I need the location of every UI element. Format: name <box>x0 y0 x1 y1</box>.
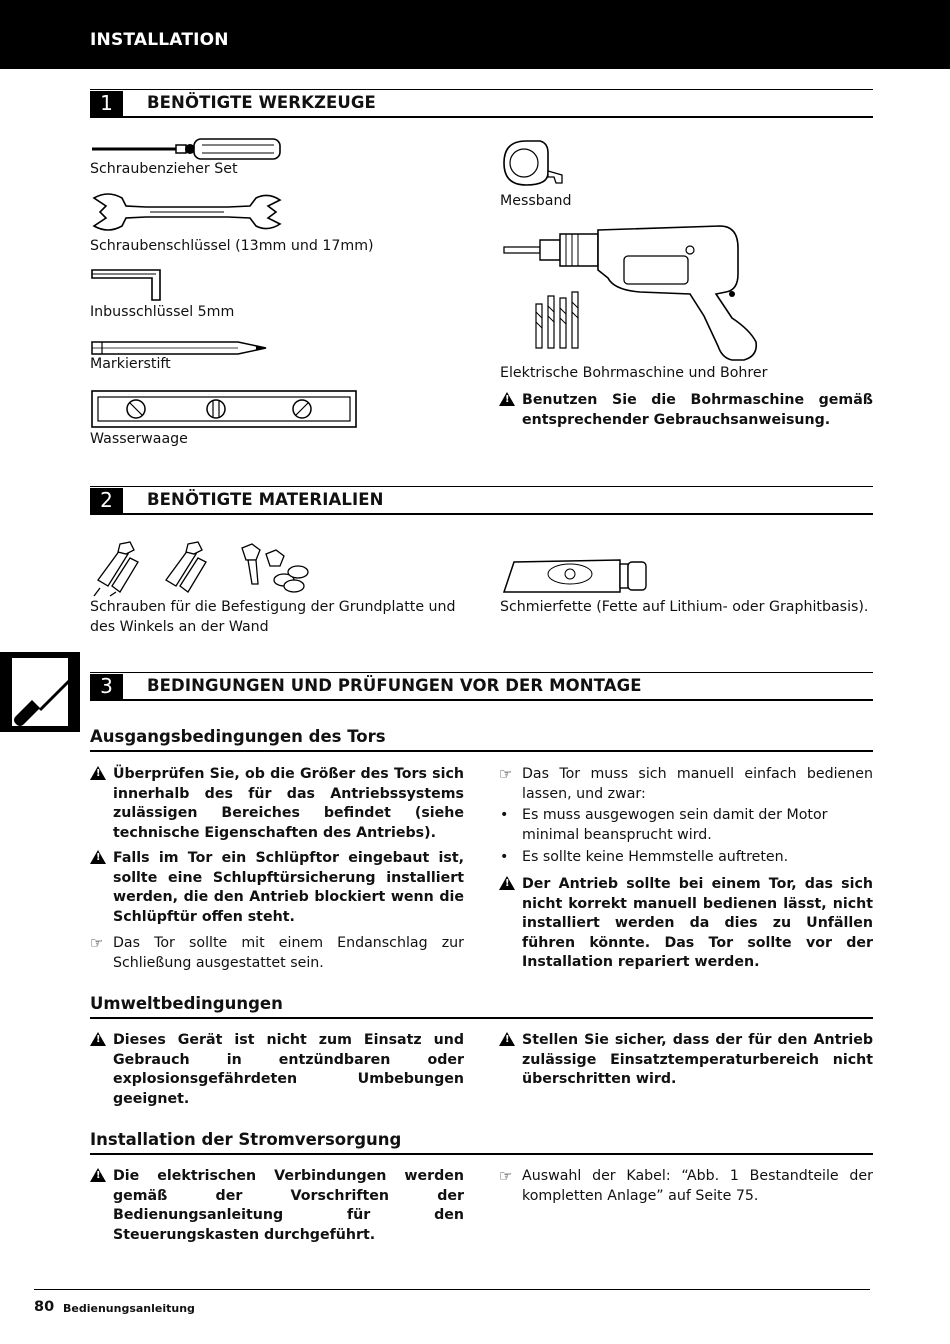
screwdriver-tab-icon <box>0 652 80 732</box>
environment-warning-explosive: ! Dieses Gerät ist nicht zum Einsatz und Gebrauch in entzündbaren oder explosionsgefährdeten Umbebungen geeignet. <box>113 1031 464 1109</box>
section-3-title: BEDINGUNGEN UND PRÜFUNGEN VOR DER MONTAGE <box>147 676 642 695</box>
screws-anchors-icon <box>90 540 316 598</box>
power-warning-connections: ! Die elektrischen Verbindungen werden gemäß der Vorschriften der Bedienungsanleitung für den Steuerungskasten durchgeführt. <box>113 1167 464 1245</box>
grease-tube-icon <box>500 556 652 596</box>
list-item: • Es sollte keine Hemmstelle auftreten. <box>522 848 873 868</box>
warning-icon <box>499 875 519 896</box>
door-warning-repair: ! Der Antrieb sollte bei einem Tor, das sich nicht korrekt manuell bedienen lässt, nicht installiert werden da dies zu Unfällen führen könnte. Das Tor sollte vor der Installation repariert werden. <box>522 875 873 973</box>
screwdriver-icon <box>90 136 284 162</box>
section-2-number: 2 <box>90 488 123 513</box>
pointing-hand-icon: ☞ <box>499 1167 513 1185</box>
page-section-title: INSTALLATION <box>90 30 229 50</box>
section-1-title: BENÖTIGTE WERKZEUGE <box>147 93 376 112</box>
door-warning-1: ! Überprüfen Sie, ob die Größer des Tors sich innerhalb des für das Antriebssystems zulässigen Bereiches befindet (siehe technische Eigenschaften des Antriebs). <box>113 765 464 843</box>
environment-warning-temperature: ! Stellen Sie sicher, dass der für den Antrieb zulässige Einsatztemperaturbereich nicht überschritten wird. <box>522 1031 873 1090</box>
pointing-hand-icon: ☞ <box>90 934 104 952</box>
warning-icon <box>499 1031 519 1052</box>
footer-divider <box>34 1289 870 1290</box>
bullet-icon: • <box>500 807 509 823</box>
subheading-power-supply: Installation der Stromversorgung <box>90 1130 873 1155</box>
tool-label-allen-key: Inbusschlüssel 5mm <box>90 304 235 320</box>
tool-label-wrench: Schraubenschlüssel (13mm und 17mm) <box>90 238 374 254</box>
footer-label: Bedienungsanleitung <box>63 1302 195 1315</box>
section-2-heading <box>90 487 873 515</box>
warning-icon <box>90 1167 110 1188</box>
material-label-grease: Schmierfette (Fette auf Lithium- oder Graphitbasis). <box>500 599 869 615</box>
tool-label-drill: Elektrische Bohrmaschine und Bohrer <box>500 365 768 381</box>
warning-icon <box>90 849 110 870</box>
warning-icon <box>90 765 110 786</box>
tool-label-marker: Markierstift <box>90 356 171 372</box>
header-bar <box>0 0 950 69</box>
list-item: • Es muss ausgewogen sein damit der Motor minimal beansprucht wird. <box>500 807 828 843</box>
tool-label-tape-measure: Messband <box>500 193 572 209</box>
installation-side-tab <box>0 652 80 732</box>
pointing-hand-icon: ☞ <box>499 765 513 783</box>
power-note-cables: ☞ Auswahl der Kabel: “Abb. 1 Bestandteile der kompletten Anlage” auf Seite 75. <box>499 1167 873 1204</box>
warning-icon <box>90 1031 110 1052</box>
spirit-level-icon <box>90 389 358 429</box>
section-3-number: 3 <box>90 674 123 699</box>
bullet-icon: • <box>500 849 509 865</box>
drill-warning: ! Benutzen Sie die Bohrmaschine gemäß entsprechender Gebrauchsanweisung. <box>522 391 873 430</box>
section-3-heading <box>90 673 873 701</box>
subheading-door-conditions: Ausgangsbedingungen des Tors <box>90 727 873 752</box>
material-label-screws: Schrauben für die Befestigung der Grundplatte und des Winkels an der Wand <box>90 599 456 635</box>
section-1-number: 1 <box>90 91 123 116</box>
section-2-title: BENÖTIGTE MATERIALIEN <box>147 490 384 509</box>
wrench-icon <box>90 190 284 234</box>
section-1-heading <box>90 90 873 118</box>
warning-icon <box>499 391 519 412</box>
allen-key-icon <box>90 268 166 302</box>
door-note-manual: ☞ Das Tor muss sich manuell einfach bedienen lassen, und zwar: <box>499 765 873 802</box>
page-number: 80 <box>34 1299 55 1315</box>
tool-label-screwdriver: Schraubenzieher Set <box>90 161 238 177</box>
door-note-endstop: ☞ Das Tor sollte mit einem Endanschlag zur Schließung ausgestattet sein. <box>90 934 464 971</box>
door-warning-2: ! Falls im Tor ein Schlüpftor eingebaut ist, sollte eine Schlupftürsicherung installiert werden, die den Antrieb blockiert wenn die Schlüpftür offen steht. <box>113 849 464 927</box>
drill-icon <box>500 220 762 366</box>
subheading-environment: Umweltbedingungen <box>90 994 873 1019</box>
tool-label-spirit-level: Wasserwaage <box>90 431 188 447</box>
tape-measure-icon <box>500 137 566 189</box>
